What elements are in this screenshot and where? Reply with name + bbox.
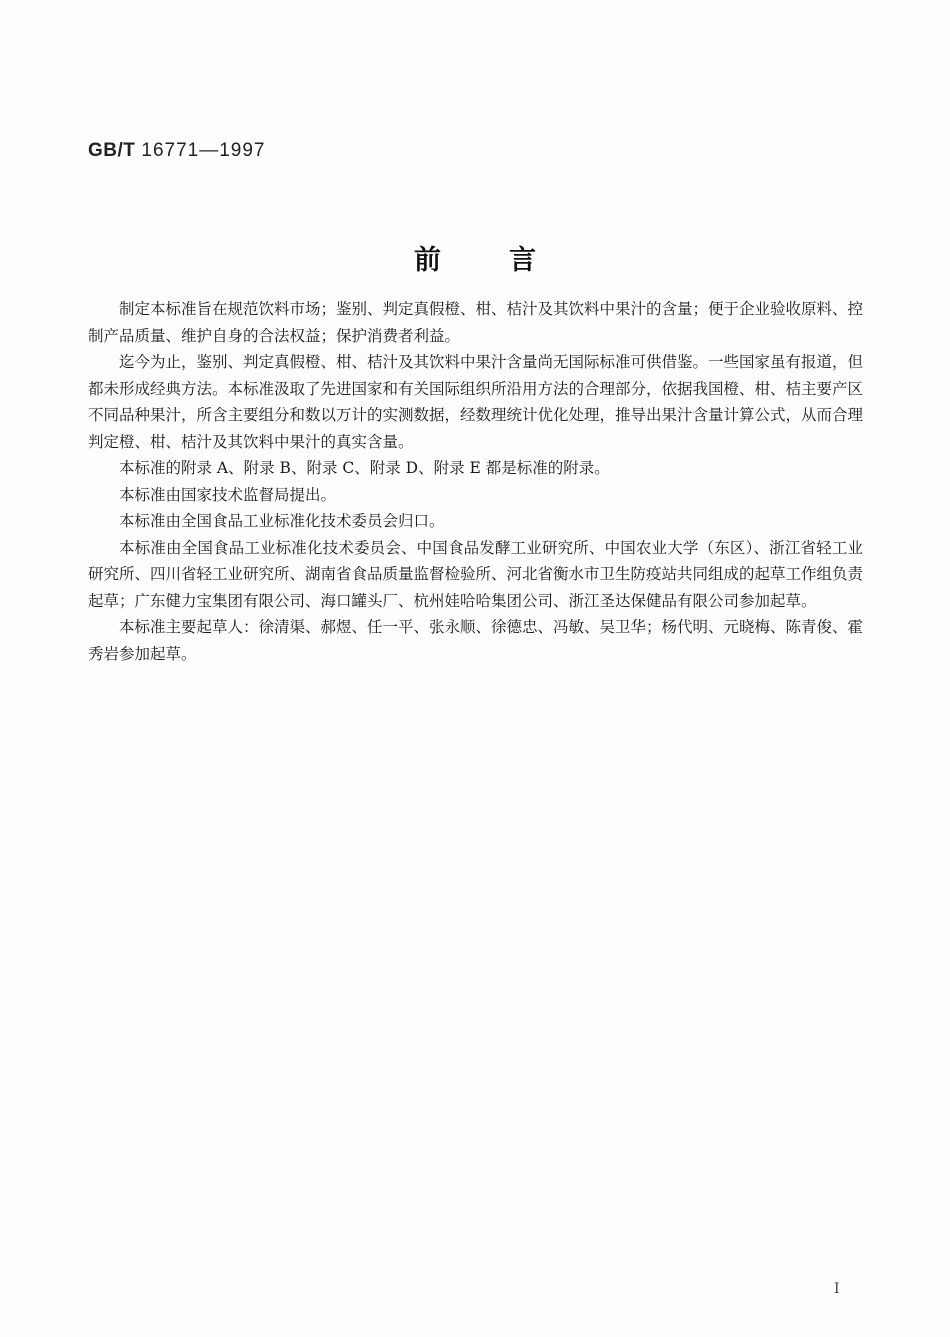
foreword-body <box>88 296 863 667</box>
paragraph-centralized: 本标准由全国食品工业标准化技术委员会归口。 <box>119 512 445 530</box>
paragraph-proposer: 本标准由国家技术监督局提出。 <box>119 485 337 504</box>
page-title: 前言 <box>414 245 604 276</box>
standard-number: 16771—1997 <box>141 140 266 161</box>
paragraph-background: 迄今为止，鉴别、判定真假橙、柑、桔汁及其饮料中果汁含量尚无国际标准可供借鉴。一些国家虽有报道，但都未形成经典方法。本标准汲取了先进国家和有关国际组织所沿用方法的合理部分，依据我国橙、柑、桔主要产区不同品种果汁，所含主要组分和数以万计的实测数据，经数理统计优化处理，推导出果汁含量计算公式，从而合理判定橙、柑、桔汁及其饮料中果汁的真实含量。 <box>88 353 864 451</box>
paragraph-drafters: 本标准主要起草人：徐清渠、郝煜、任一平、张永顺、徐德忠、冯敏、吴卫华；杨代明、元晓梅、陈青俊、霍秀岩参加起草。 <box>88 618 864 663</box>
paragraph-drafting-units: 本标准由全国食品工业标准化技术委员会、中国食品发酵工业研究所、中国农业大学（东区）、浙江省轻工业研究所、四川省轻工业研究所、湖南省食品质量监督检验所、河北省衡水市卫生防疫站共同组成的起草工作组负责起草；广东健力宝集团有限公司、海口罐头厂、杭州娃哈哈集团公司、浙江圣达保健品有限公司参加起草。 <box>88 538 864 610</box>
page-number: I <box>834 1281 840 1297</box>
standard-prefix: GB/T <box>88 140 136 161</box>
paragraph-purpose: 制定本标准旨在规范饮料市场；鉴别、判定真假橙、柑、桔汁及其饮料中果汁的含量；便于企业验收原料、控制产品质量、维护自身的合法权益；保护消费者利益。 <box>88 300 864 345</box>
standard-code <box>88 140 266 162</box>
paragraph-annexes: 本标准的附录 A、附录 B、附录 C、附录 D、附录 E 都是标准的附录。 <box>119 459 610 477</box>
